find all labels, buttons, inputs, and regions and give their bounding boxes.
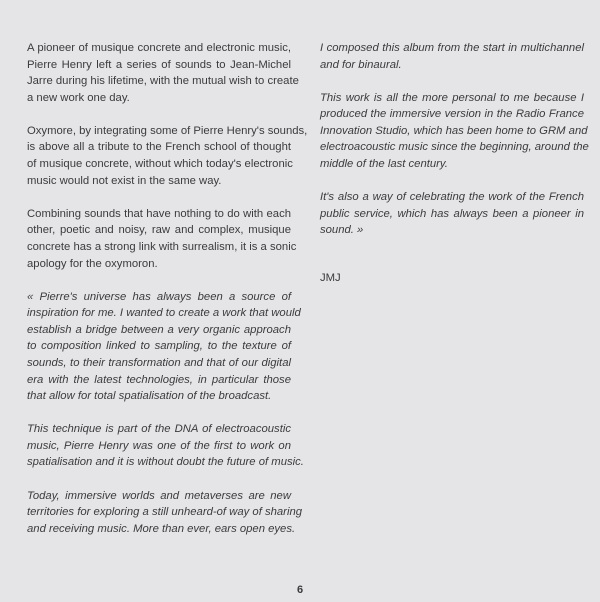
text-line: establish a bridge between a very organic approach — [27, 323, 291, 336]
text-line: is above all a tribute to the French school of thought — [27, 141, 291, 154]
text-line: This technique is part of the DNA of electroacoustic — [27, 423, 291, 436]
text-line: It's also a way of celebrating the work of the French — [320, 191, 584, 204]
text-line: This work is all the more personal to me because I — [320, 91, 584, 104]
text-line: A pioneer of musique concrete and electronic music, — [27, 42, 291, 54]
text-line: sounds, to their transformation and that of our digital — [27, 357, 291, 369]
text-line: of musique concrete, without which today's electronic — [27, 158, 293, 171]
paragraph — [320, 40, 584, 73]
left-column — [27, 40, 308, 554]
paragraph — [27, 488, 303, 538]
text-line: Today, immersive worlds and metaverses are new — [27, 489, 291, 502]
paragraph — [27, 206, 297, 272]
right-column — [320, 40, 589, 284]
text-line: « Pierre's universe has always been a source of — [27, 290, 291, 303]
text-line: concrete has a strong link with surrealism, it is a sonic — [27, 240, 297, 253]
text-line: music, Pierre Henry was one of the first to work on — [27, 439, 291, 452]
text-line: and for binaural. — [320, 58, 402, 71]
text-line: other, poetic and noisy, raw and complex, musique — [27, 224, 291, 237]
text-line: spatialisation and it is without doubt the future of music. — [27, 456, 304, 469]
text-line: I composed this album from the start in multichannel — [320, 42, 584, 54]
signature: JMJ — [320, 271, 341, 284]
text-line: inspiration for me. I wanted to create a work that would — [27, 307, 301, 320]
paragraph — [27, 123, 308, 189]
text-line: Oxymore, by integrating some of Pierre Henry's sounds, — [27, 124, 308, 137]
text-line: public service, which has always been a pioneer in — [320, 207, 584, 220]
text-line: Jarre during his lifetime, with the mutual wish to create — [27, 75, 299, 88]
text-line: to composition linked to sampling, to the texture of — [27, 340, 291, 353]
page-number: 6 — [296, 584, 304, 596]
text-line: middle of the last century. — [320, 158, 448, 171]
text-line: electroacoustic music since the beginning, around the — [320, 141, 589, 154]
paragraph — [27, 289, 301, 405]
paragraph — [27, 40, 299, 106]
text-line: Innovation Studio, which has been home to GRM and — [320, 124, 588, 137]
paragraph — [320, 189, 584, 239]
text-line: that allow for total spatialisation of the broadcast. — [27, 390, 272, 403]
text-line: produced the immersive version in the Radio France — [320, 108, 584, 121]
text-line: and receiving music. More than ever, ears open eyes. — [27, 522, 296, 535]
text-line: a new work one day. — [27, 91, 130, 104]
text-line: sound. » — [320, 224, 364, 237]
text-line: Combining sounds that have nothing to do with each — [27, 207, 291, 220]
text-line: apology for the oxymoron. — [27, 257, 158, 270]
text-line: era with the latest technologies, in particular those — [27, 373, 291, 386]
text-line: territories for exploring a still unheard-of way of sharing — [27, 506, 303, 519]
paragraph — [27, 421, 304, 471]
text-line: music would not exist in the same way. — [27, 174, 222, 187]
paragraph — [320, 90, 589, 173]
text-line: Pierre Henry left a series of sounds to Jean-Michel — [27, 58, 291, 71]
